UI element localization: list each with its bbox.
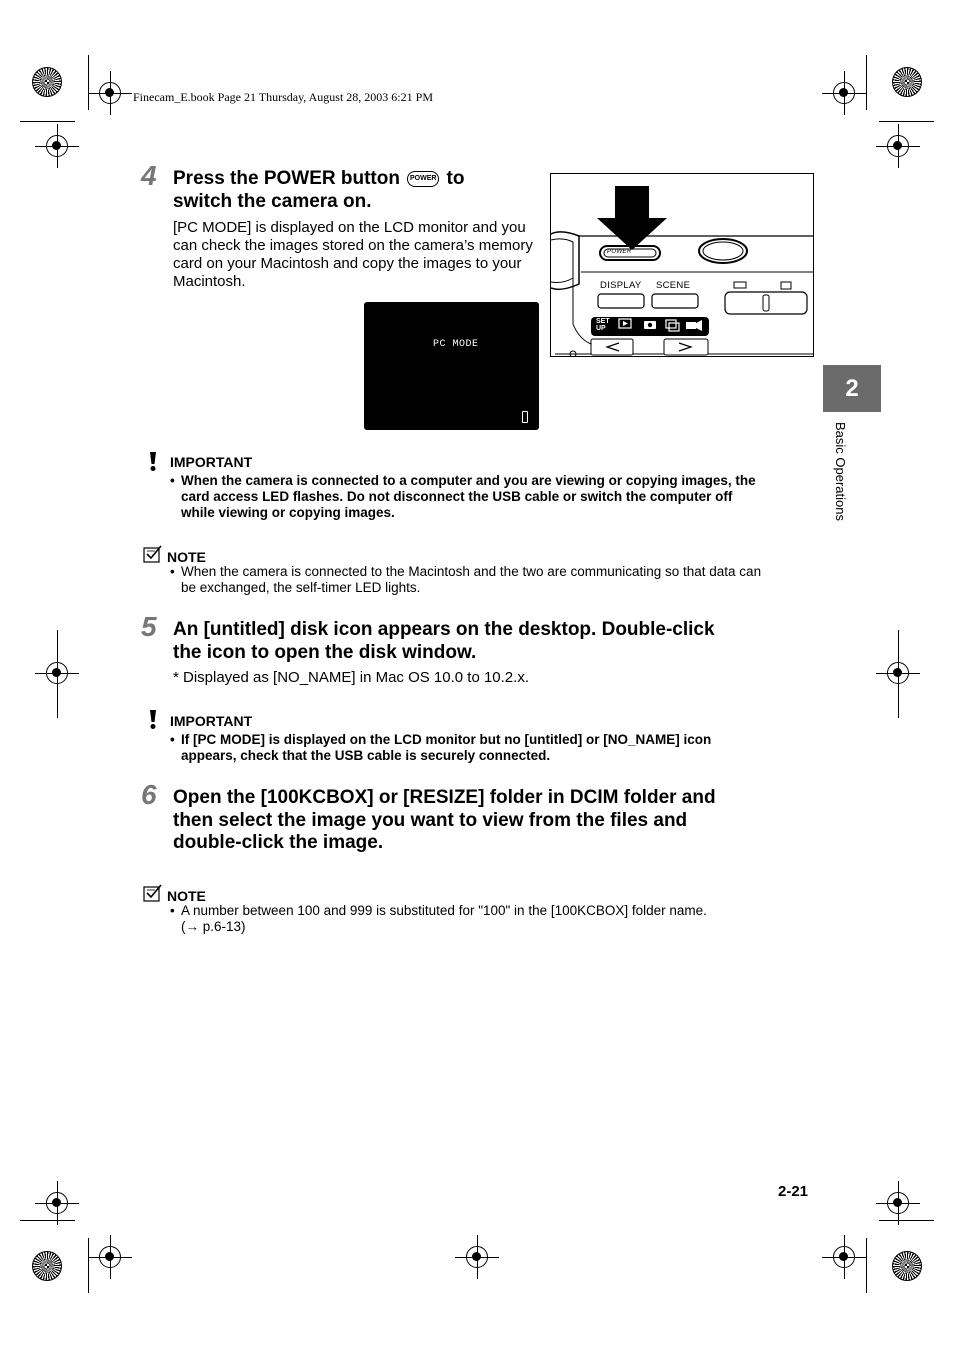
note-pencil-icon bbox=[143, 545, 163, 563]
step-title: Press the POWER button POWER to switch the camera on. bbox=[173, 168, 465, 212]
important-label: IMPORTANT bbox=[170, 454, 253, 470]
crop-mark bbox=[20, 121, 75, 122]
crop-mark bbox=[57, 630, 58, 718]
lcd-monitor bbox=[364, 302, 539, 430]
crop-mark bbox=[898, 630, 899, 718]
important-text: • When the camera is connected to a computer and you are viewing or copying images, the card access LED flashes. Do not disconnect the USB cable or switch the computer off while viewing or copying images. bbox=[170, 473, 756, 520]
registration-mark-icon bbox=[99, 82, 121, 104]
step-number: 5 bbox=[141, 611, 157, 642]
step-number: 6 bbox=[141, 779, 157, 810]
print-mark-icon bbox=[32, 67, 62, 97]
registration-mark-icon bbox=[466, 1246, 488, 1268]
crop-mark bbox=[88, 55, 89, 110]
crop-mark bbox=[20, 1220, 75, 1221]
important-text: • If [PC MODE] is displayed on the LCD monitor but no [untitled] or [NO_NAME] icon appears, check that the USB cable is securely connected. bbox=[170, 732, 712, 763]
important-label: IMPORTANT bbox=[170, 713, 253, 729]
crop-mark bbox=[866, 1238, 867, 1293]
crop-mark bbox=[88, 1238, 89, 1293]
step-title: Open the [100KCBOX] or [RESIZE] folder in DCIM folder and then select the image you want to view from the files and double-click the image. bbox=[173, 787, 716, 853]
camera-body-icon bbox=[551, 174, 813, 356]
registration-mark-icon bbox=[46, 135, 68, 157]
registration-mark-icon bbox=[833, 1246, 855, 1268]
registration-mark-icon bbox=[46, 1192, 68, 1214]
print-mark-icon bbox=[892, 67, 922, 97]
note-label: NOTE bbox=[167, 888, 206, 904]
chapter-tab: 2 bbox=[823, 365, 881, 412]
lcd-mode-text: PC MODE bbox=[433, 339, 479, 350]
crop-mark bbox=[879, 1220, 934, 1221]
page-number: 2-21 bbox=[778, 1183, 809, 1200]
battery-icon bbox=[522, 411, 528, 423]
print-mark-icon bbox=[892, 1251, 922, 1281]
exclamation-icon bbox=[147, 452, 159, 472]
crop-mark bbox=[879, 121, 934, 122]
registration-mark-icon bbox=[887, 135, 909, 157]
note-text: • When the camera is connected to the Macintosh and the two are communicating so that data can be exchanged, the self-timer LED lights. bbox=[170, 564, 762, 595]
exclamation-icon bbox=[147, 710, 159, 730]
print-mark-icon bbox=[32, 1251, 62, 1281]
file-info-header: Finecam_E.book Page 21 Thursday, August 28, 2003 6:21 PM bbox=[133, 90, 433, 104]
camera-illustration bbox=[550, 173, 814, 357]
step-body: [PC MODE] is displayed on the LCD monitor and you can check the images stored on the camera’s memory card on your Macintosh and copy the images to your Macintosh. bbox=[173, 219, 533, 290]
note-text: • A number between 100 and 999 is substituted for "100" in the [100KCBOX] folder name. (→ p.6-13) bbox=[170, 903, 707, 934]
setup-mode-label: SET UP bbox=[596, 318, 610, 332]
chapter-section-label: Basic Operations bbox=[833, 422, 848, 521]
note-label: NOTE bbox=[167, 549, 206, 565]
step-title: An [untitled] disk icon appears on the desktop. Double-click the icon to open the disk window. bbox=[173, 619, 715, 663]
power-button-label: POWER bbox=[607, 249, 632, 255]
registration-mark-icon bbox=[99, 1246, 121, 1268]
display-button-label: DISPLAY bbox=[600, 280, 642, 291]
registration-mark-icon bbox=[887, 1192, 909, 1214]
scene-button-label: SCENE bbox=[656, 280, 691, 291]
crop-mark bbox=[866, 55, 867, 110]
note-pencil-icon bbox=[143, 884, 163, 902]
step-number: 4 bbox=[141, 160, 157, 191]
step-footnote: * Displayed as [NO_NAME] in Mac OS 10.0 to 10.2.x. bbox=[173, 669, 529, 686]
registration-mark-icon bbox=[833, 82, 855, 104]
power-button-icon: POWER bbox=[407, 171, 439, 187]
